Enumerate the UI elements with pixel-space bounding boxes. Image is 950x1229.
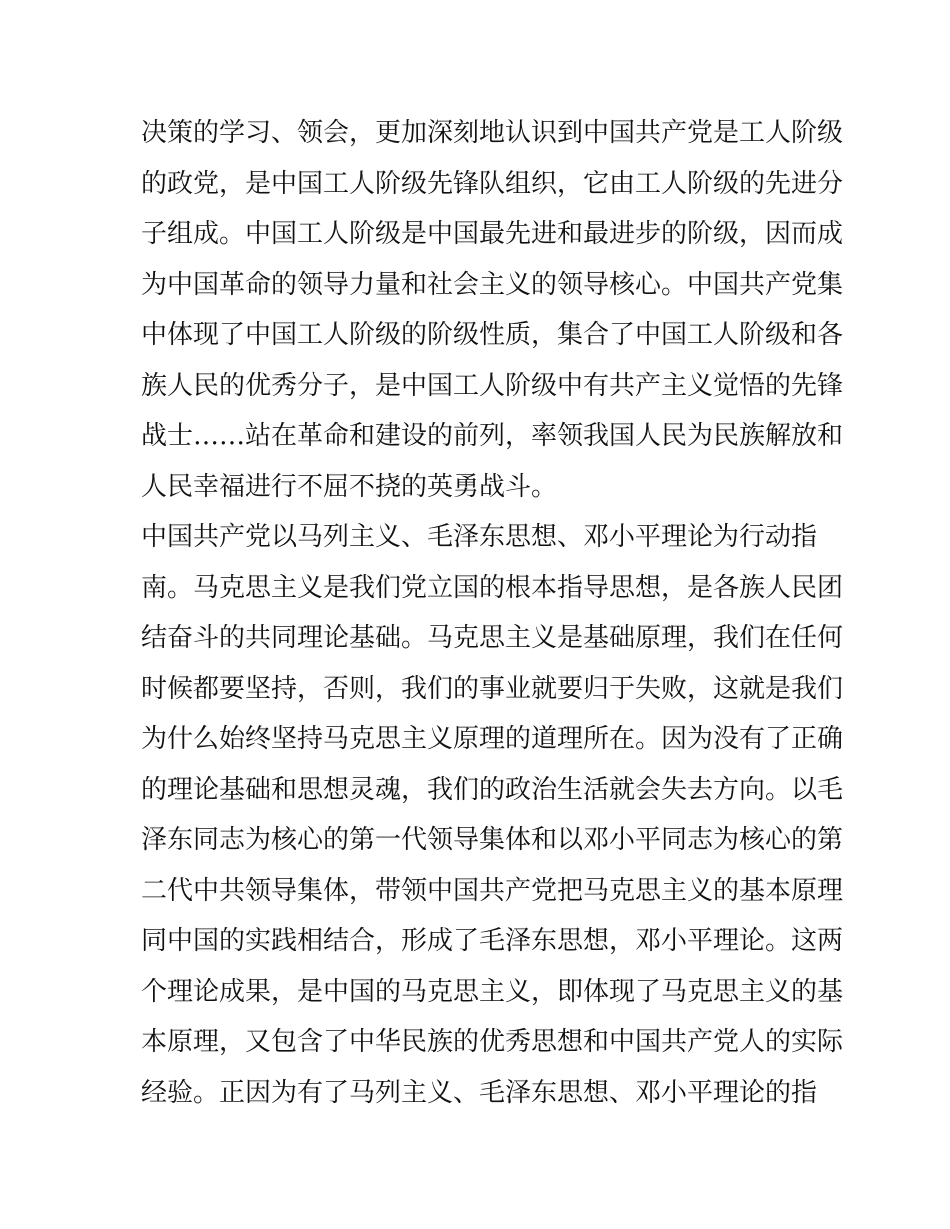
text-line: 的理论基础和思想灵魂，我们的政治生活就会失去方向。以毛 — [141, 774, 844, 805]
text-line: 族人民的优秀分子，是中国工人阶级中有共产主义觉悟的先锋 — [141, 370, 844, 401]
paragraph-1 — [141, 108, 844, 512]
text-line: 人民幸福进行不屈不挠的英勇战斗。 — [141, 471, 558, 502]
paragraph-2 — [141, 512, 844, 1118]
text-line: 经验。正因为有了马列主义、毛泽东思想、邓小平理论的指 — [141, 1077, 818, 1108]
text-line: 中国共产党以马列主义、毛泽东思想、邓小平理论为行动指 — [141, 522, 818, 552]
text-line: 时候都要坚持，否则，我们的事业就要归于失败，这就是我们 — [141, 673, 844, 704]
text-line: 中体现了中国工人阶级的阶级性质，集合了中国工人阶级和各 — [141, 320, 844, 350]
text-line: 本原理，又包含了中华民族的优秀思想和中国共产党人的实际 — [141, 1027, 844, 1057]
document-body — [141, 108, 844, 1118]
text-line: 为中国革命的领导力量和社会主义的领导核心。中国共产党集 — [141, 269, 844, 300]
text-line: 为什么始终坚持马克思主义原理的道理所在。因为没有了正确 — [141, 724, 844, 754]
text-line: 二代中共领导集体，带领中国共产党把马克思主义的基本原理 — [141, 875, 844, 906]
text-line: 子组成。中国工人阶级是中国最先进和最进步的阶级，因而成 — [141, 219, 844, 249]
text-line: 个理论成果，是中国的马克思主义，即体现了马克思主义的基 — [141, 976, 844, 1007]
text-line: 的政党，是中国工人阶级先锋队组织，它由工人阶级的先进分 — [141, 168, 844, 199]
text-line: 泽东同志为核心的第一代领导集体和以邓小平同志为核心的第 — [141, 825, 844, 855]
text-line: 同中国的实践相结合，形成了毛泽东思想，邓小平理论。这两 — [141, 926, 844, 956]
text-line: 结奋斗的共同理论基础。马克思主义是基础原理，我们在任何 — [141, 623, 844, 653]
text-line: 决策的学习、领会，更加深刻地认识到中国共产党是工人阶级 — [141, 118, 844, 148]
text-line: 南。马克思主义是我们党立国的根本指导思想，是各族人民团 — [141, 572, 844, 603]
text-line: 战士……站在革命和建设的前列，率领我国人民为民族解放和 — [141, 421, 844, 451]
